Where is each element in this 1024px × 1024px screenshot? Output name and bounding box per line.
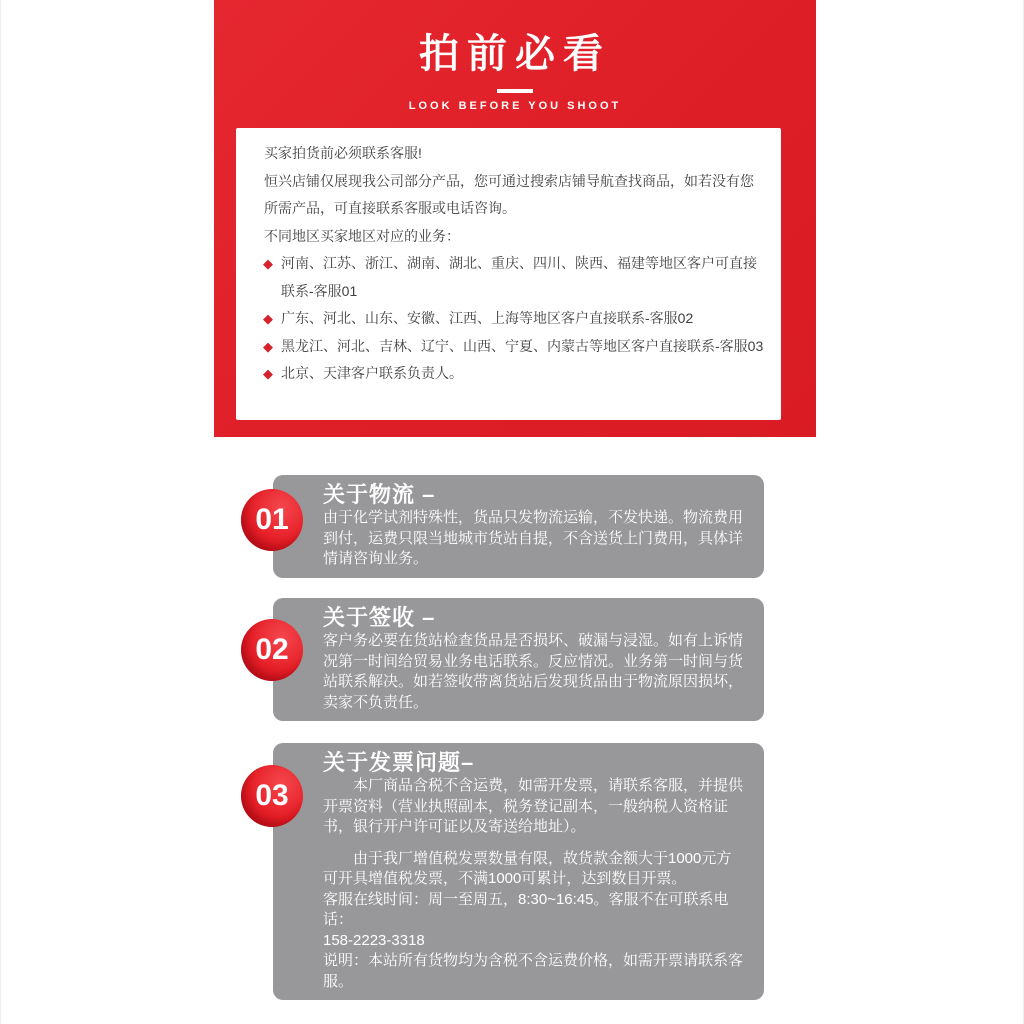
title-divider	[497, 89, 533, 93]
region-bullet-list	[264, 250, 767, 388]
bullet-item	[264, 333, 767, 361]
section-invoice-title: 关于发票问题–	[323, 750, 475, 775]
notice-line: 不同地区买家地区对应的业务：	[264, 227, 460, 244]
number-badge-03: 03	[241, 765, 303, 827]
number-badge-02: 02	[241, 619, 303, 681]
diamond-bullet-icon: ◆	[263, 366, 273, 381]
diamond-bullet-icon: ◆	[263, 311, 273, 326]
notice-card	[236, 128, 781, 420]
section-signoff-title: 关于签收 –	[323, 605, 436, 630]
section-logistics-body: 由于化学试剂特殊性，货品只发物流运输，不发快递。物流费用到付，运费只限当地城市货站自提，不含送货上门费用，具体详情请咨询业务。	[323, 509, 744, 567]
bullet-text: 广东、河北、山东、安徽、江西、上海等地区客户直接联系-客服02	[281, 310, 694, 326]
service-phone: 158-2223-3318	[323, 931, 425, 949]
bullet-text: 河南、江苏、浙江、湖南、湖北、重庆、四川、陕西、福建等地区客户可直接联系-客服01	[281, 255, 757, 299]
diamond-bullet-icon: ◆	[263, 256, 273, 271]
bullet-text: 黑龙江、河北、吉林、辽宁、山西、宁夏、内蒙古等地区客户直接联系-客服03	[281, 337, 764, 354]
bullet-item	[264, 305, 767, 333]
page-title: 拍前必看	[419, 32, 611, 76]
bullet-item	[264, 250, 767, 305]
header-banner	[214, 0, 816, 437]
diamond-bullet-icon: ◆	[263, 338, 273, 354]
bullet-item	[264, 360, 767, 388]
page-subtitle: LOOK BEFORE YOU SHOOT	[408, 100, 622, 112]
service-hours-line: 客服在线时间：周一至周五，8:30~16:45。客服不在可联系电话：	[323, 890, 729, 928]
notice-line: 买家拍货前必须联系客服!	[264, 145, 422, 161]
section-invoice-para2: 由于我厂增值税发票数量有限，故货款金额大于1000元方可开具增值税发票，不满1000可累计，达到数目开票。	[323, 849, 732, 887]
notice-line: 恒兴店铺仅展现我公司部分产品，您可通过搜索店铺导航查找商品，如若没有您所需产品，可直接联系客服或电话咨询。	[264, 172, 754, 216]
section-logistics-title: 关于物流 –	[323, 482, 436, 507]
section-invoice-para1: 本厂商品含税不含运费，如需开发票，请联系客服，并提供开票资料（营业执照副本，税务登记副本，一般纳税人资格证书，银行开户许可证以及寄送给地址）。	[323, 777, 744, 835]
invoice-note-line: 说明：本站所有货物均为含税不含运费价格，如需开票请联系客服。	[323, 952, 744, 990]
section-invoice	[273, 743, 764, 1000]
section-logistics	[273, 475, 764, 578]
number-badge-01: 01	[241, 489, 303, 551]
section-signoff-body: 客户务必要在货站检查货品是否损坏、破漏与浸湿。如有上诉情况第一时间给贸易业务电话联系。反应情况。业务第一时间与货站联系解决。如若签收带离货站后发现货品由于物流原因损坏，卖家不负责任。	[323, 632, 744, 711]
section-signoff	[273, 598, 764, 721]
bullet-text: 北京、天津客户联系负责人。	[281, 365, 463, 381]
